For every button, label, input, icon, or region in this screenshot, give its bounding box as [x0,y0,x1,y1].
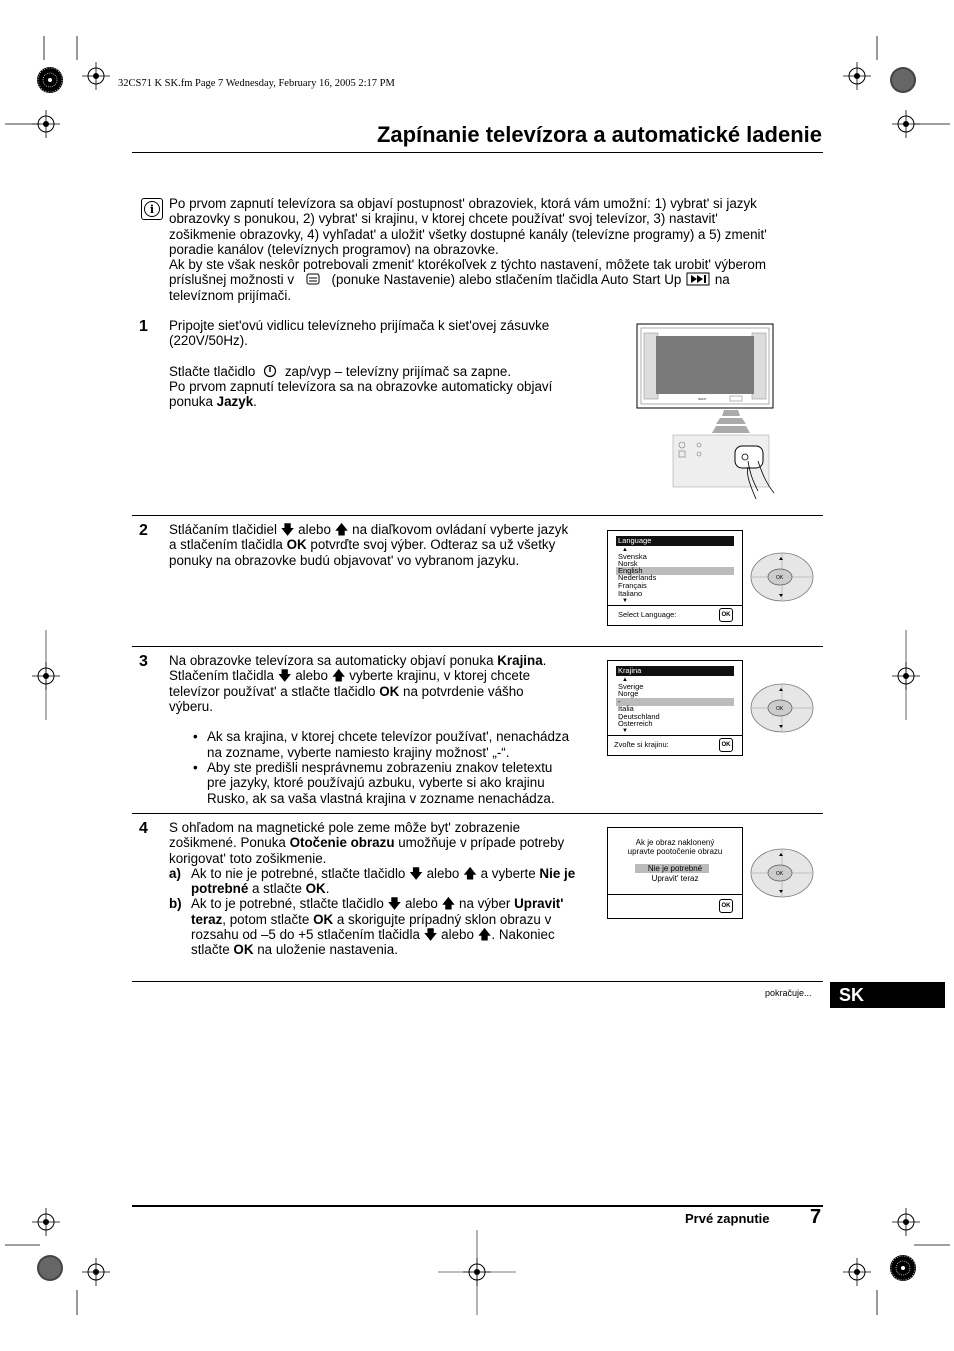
language-item-selected[interactable]: English [618,566,643,575]
country-item[interactable]: Norge [618,689,639,698]
step-1-number: 1 [139,318,148,335]
country-menu-footer: Zvoľte si krajinu: OK [608,735,742,755]
step-2-number: 2 [139,522,148,539]
power-icon [259,364,281,378]
step-4-number: 4 [139,820,148,837]
title-rule [132,152,823,153]
arrow-down-icon: 🡇 [280,522,295,537]
registration-mark-icon [843,62,871,90]
remote-dpad-icon [750,848,814,898]
country-item[interactable]: Österreich [618,719,653,728]
arrow-up-icon: 🡅 [441,896,456,912]
registration-mark-icon [37,67,63,93]
footer-rule [132,1205,823,1207]
arrow-up-icon: 🡅 [477,927,492,943]
registration-mark-icon [82,1258,110,1286]
tv-brand: SONY [698,397,707,401]
page-number: 7 [810,1206,822,1228]
step-2-text: Stláčaním tlačidiel 🡇 alebo 🡅 na diaľkovom ovládaní vyberte jazyk a stlačením tlačidla OK potvrďte svoj výber. Odteraz sa už všetky ponuky na obrazovke budú objavovat' vo vybranom jazyku. [169,522,569,568]
footer-section: Prvé zapnutie [685,1211,770,1226]
scroll-up-icon: ▲ [622,547,628,553]
continue-label: pokračuje... [765,988,812,998]
language-item[interactable]: Svenska [618,552,647,561]
option-b-label: b) [169,896,182,912]
language-item[interactable]: Norsk [618,559,638,568]
arrow-up-icon: 🡅 [463,865,477,881]
setup-icon [298,272,328,286]
remote-dpad-icon [750,552,814,602]
registration-mark-icon [890,67,916,93]
option-a-label: a) [169,865,181,881]
language-item[interactable]: Français [618,581,647,590]
rotation-message: Ak je obraz naklonený upravte pootočenie obrazu [627,838,723,856]
language-menu-screen [607,530,743,626]
arrow-down-icon: 🡇 [409,865,423,881]
section-rule [132,515,823,516]
section-rule [132,981,823,982]
intro-text: Po prvom zapnutí televízora sa objaví postupnost' obrazoviek, ktorá vám umožní: 1) vybrat' si jazyk obrazovky s ponukou, 2) vybrat' si krajinu, v ktorej chcete používat' svoj televízor, 3) nastavit' zošikmenie obrazovky, 4) vyhľadat' a uložit' všetky dostupné kanály (televízne programy) a 5) zmenit' poradie kanálov (televíznych programov) na obrazovke. Ak by ste však neskôr potrebovali zmenit' ktorékoľvek z týchto nastavení, môžete tak urobit' výberom príslušnej možnosti v (ponuke Nastavenie) alebo stlačením tlačidla Auto Start Up na televíznom prijímači. [169,196,767,303]
registration-mark-icon [37,1255,63,1281]
language-item[interactable]: Nederlands [618,573,657,582]
rotation-menu-footer [608,894,742,918]
page-title: Zapínanie televízora a automatické ladenie [376,122,822,147]
ok-icon: OK [719,899,733,913]
arrow-down-icon: 🡇 [423,927,438,943]
note-bullet: • Ak sa krajina, v ktorej chcete televízor používat', nenachádza na zozname, vyberte namiesto krajiny možnost' „-“. [193,729,599,760]
ok-icon: OK [719,738,733,752]
remote-dpad-icon [750,683,814,733]
note-bullet: • Aby ste predišli nesprávnemu zobrazeniu znakov teletextu pre jazyky, ktoré používajú azbuku, vyberte si ako krajinu Rusko, ak sa vaša vlastná krajina v zozname nenachádza. [193,760,599,806]
scroll-down-icon: ▼ [622,598,628,604]
registration-mark-icon [843,1258,871,1286]
country-item[interactable]: Deutschland [618,712,660,721]
tv-illustration [636,323,786,508]
step-4-text: S ohľadom na magnetické pole zeme môže byt' zobrazenie zošikmené. Ponuka Otočenie obrazu umožňuje v prípade potreby korigovat' toto zošikmenie. a) Ak to nie je potrebné, stlačte tlačidlo 🡇 alebo 🡅 a vyberte Nie je potrebné a stlačte OK. b) Ak to je potrebné, stlačte tlačidlo 🡇 alebo 🡅 na výber Upravit' teraz, potom stlačte OK a skorigujte prípadný sklon obrazu v rozsahu od –5 do +5 stlačením tlačidla 🡇 alebo 🡅. Nakoniec stlačte OK na uloženie nastavenia. [169,820,576,958]
remote-ok-label: OK [776,871,784,877]
language-item[interactable]: Italiano [618,589,643,598]
arrow-up-icon: 🡅 [331,668,346,684]
country-item[interactable]: Italia [618,704,634,713]
language-tab: SK [830,982,945,1008]
country-item-selected[interactable]: - [618,697,621,706]
registration-mark-icon [32,1208,60,1236]
arrow-down-icon: 🡇 [387,896,402,912]
scroll-up-icon: ▲ [622,677,628,683]
country-item[interactable]: Sverige [618,682,644,691]
registration-mark-icon [82,62,110,90]
registration-mark-icon [892,1208,920,1236]
rotation-option-not-needed[interactable]: Nie je potrebné [647,864,703,873]
arrow-down-icon: 🡇 [277,668,292,684]
auto-start-icon [685,272,711,286]
file-header: 32CS71 K SK.fm Page 7 Wednesday, February 16, 2005 2:17 PM [118,78,395,89]
section-rule [132,813,823,814]
language-menu-footer: Select Language: OK [608,605,742,625]
country-menu-screen [607,660,743,756]
ok-icon: OK [719,608,733,622]
arrow-up-icon: 🡅 [334,522,349,537]
remote-ok-label: OK [776,706,784,712]
rotation-menu-screen [607,827,743,919]
registration-mark-icon [32,110,60,138]
language-menu-title: Language [616,536,734,546]
step-3-number: 3 [139,653,148,670]
country-menu-title: Krajina [616,666,734,676]
step-1-text: Pripojte siet'ovú vidlicu televízneho prijímača k siet'ovej zásuvke (220V/50Hz). Stlačte tlačidlo zap/vyp – televízny prijímač sa zapne. Po prvom zapnutí televízora sa na obrazovke automaticky objaví ponuka Jazyk. [169,318,553,410]
remote-ok-label: OK [776,575,784,581]
step-3-text: Na obrazovke televízora sa automaticky objaví ponuka Krajina. Stlačením tlačidla 🡇 alebo 🡅 vyberte krajinu, v ktorej chcete televízor používat' a stlačte tlačidlo OK na potvrdenie vášho výberu. • Ak sa krajina, v ktorej chcete televízor používat', nenachádza na zozname, vyberte namiesto krajiny možnost' „-“. • Aby ste predišli nesprávnemu zobrazeniu znakov teletextu pre jazyky, ktoré používajú azbuku, vyberte si ako krajinu Rusko, ak sa vaša vlastná krajina v zozname nenachádza. [169,653,599,806]
scroll-down-icon: ▼ [622,728,628,734]
info-icon: i [141,198,163,220]
section-rule [132,646,823,647]
rotation-option-adjust-now[interactable]: Upravit' teraz [651,874,699,883]
registration-mark-icon [892,110,920,138]
registration-mark-icon [890,1255,916,1281]
